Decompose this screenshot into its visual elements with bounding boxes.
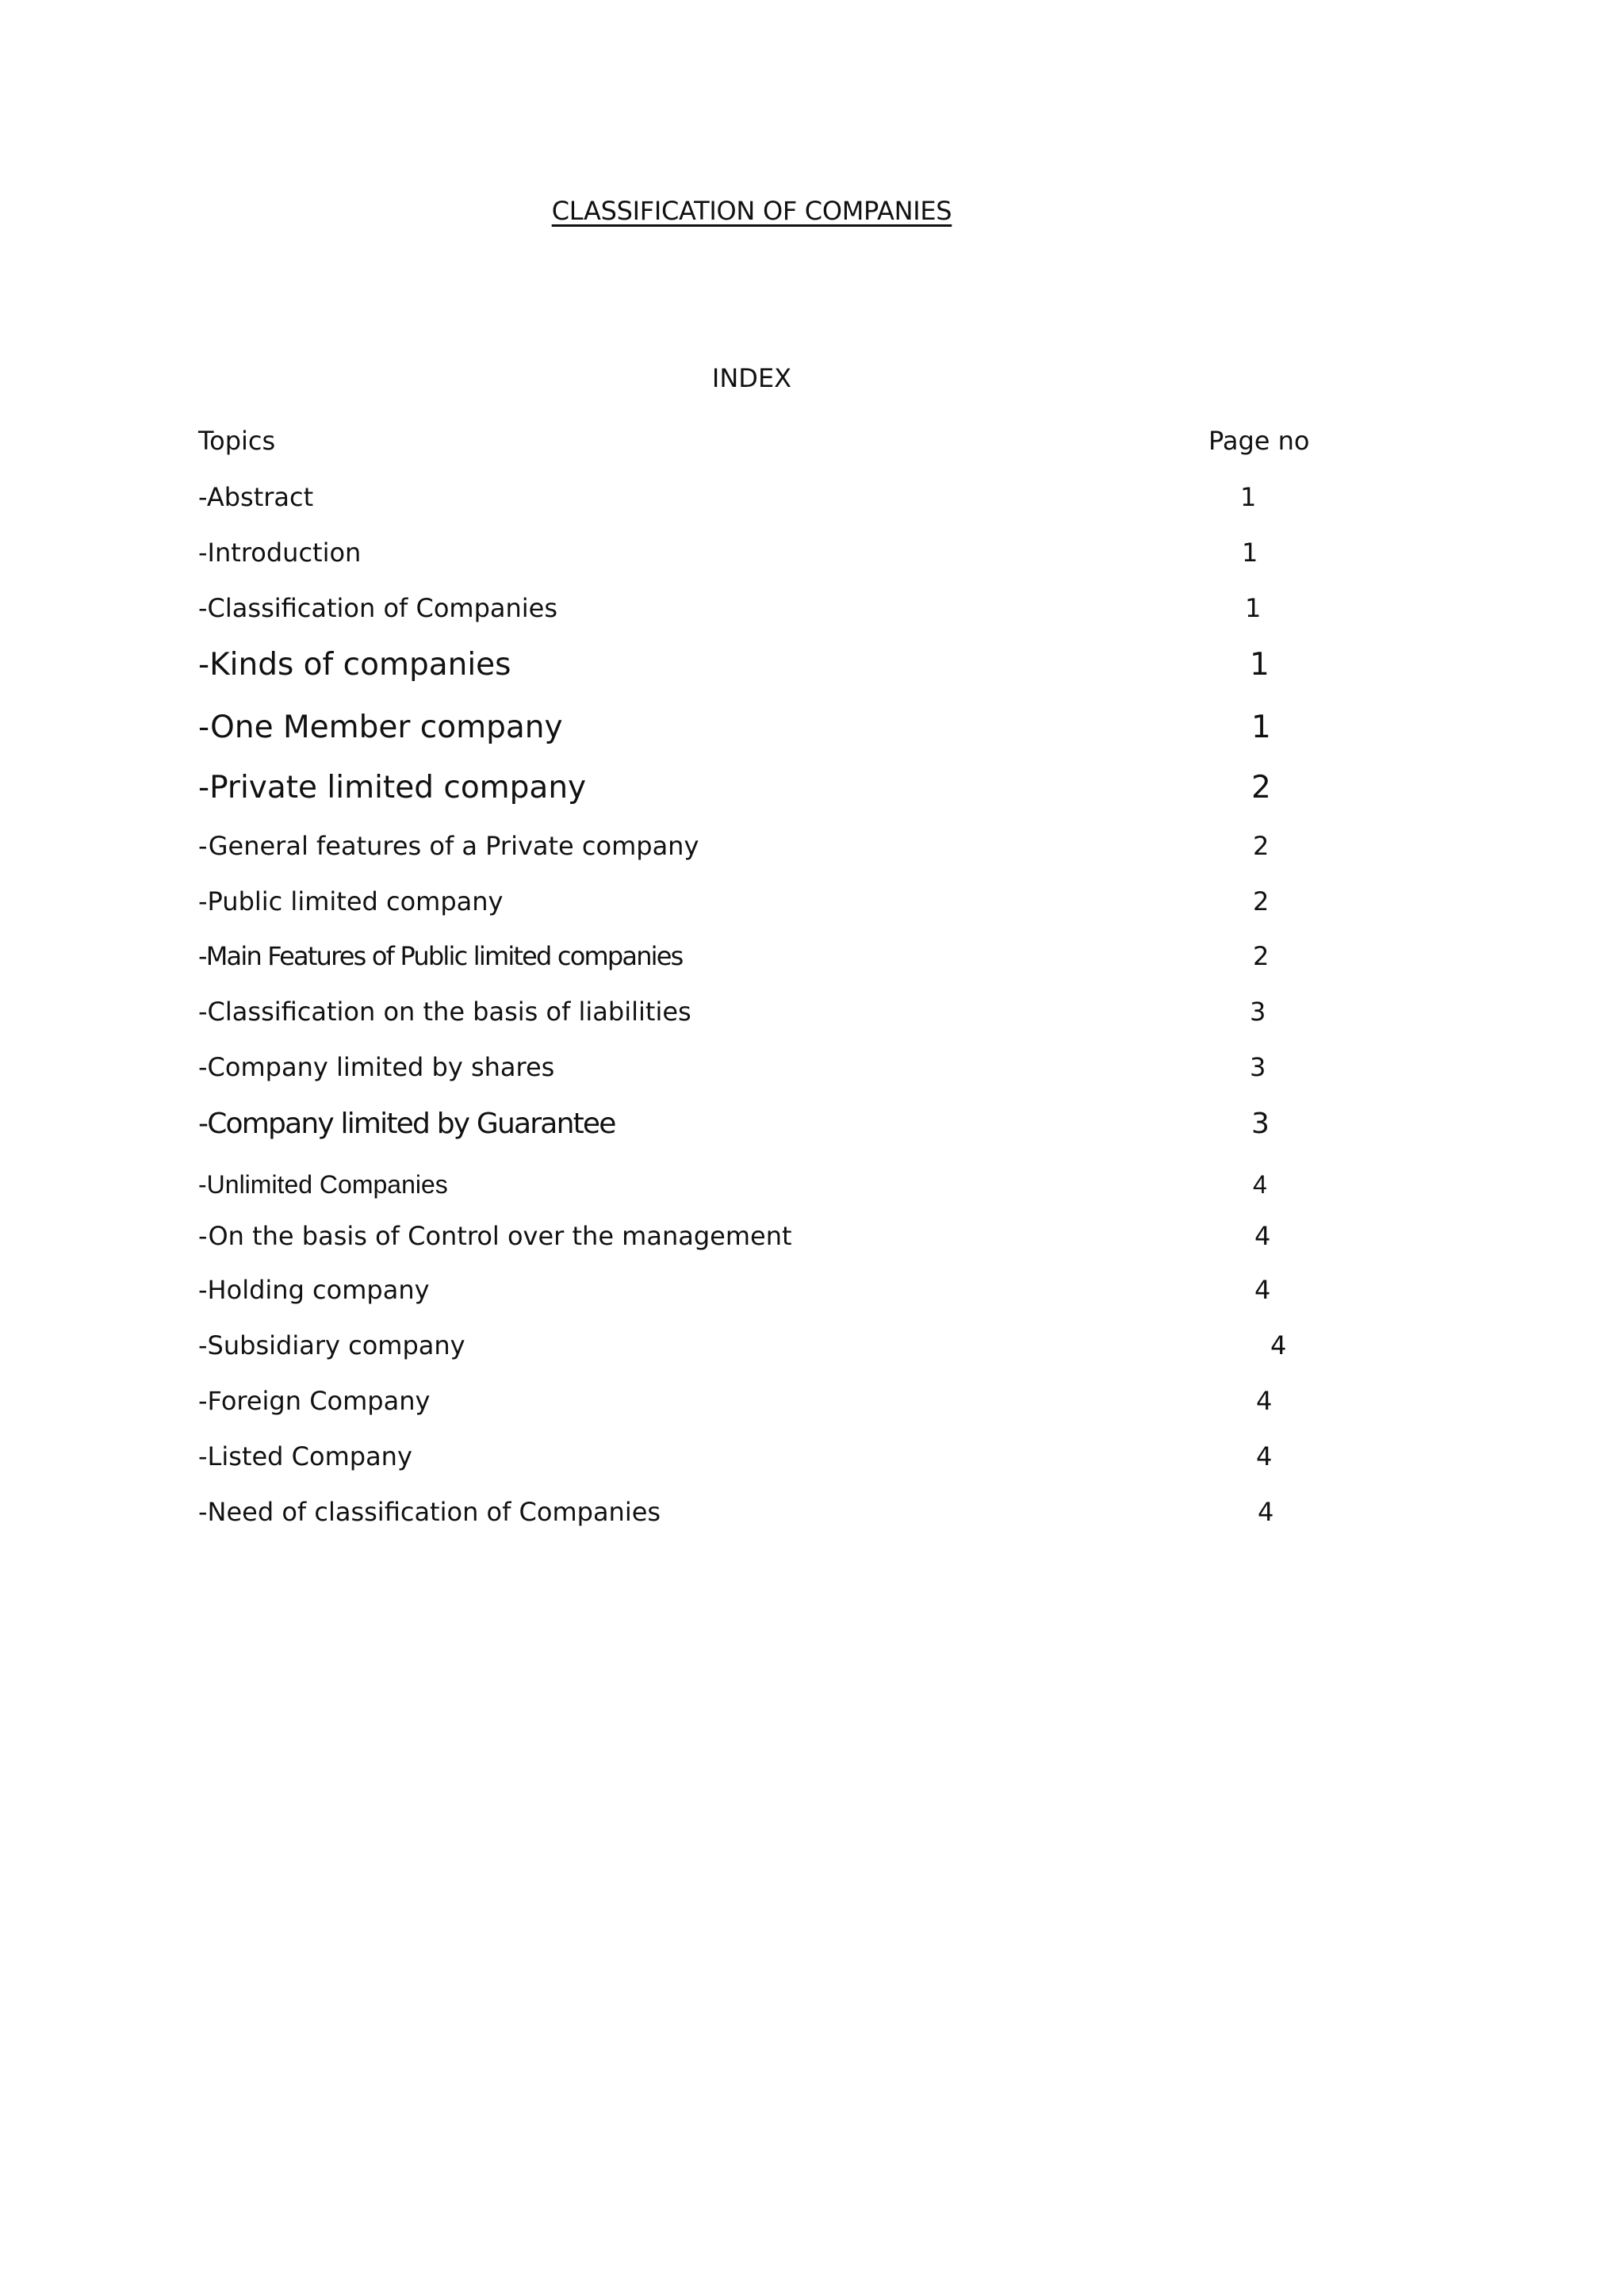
index-topic: -General features of a Private company	[198, 831, 699, 861]
index-topic: -Classification on the basis of liabilities	[198, 997, 691, 1027]
index-page-number: 1	[1242, 538, 1258, 568]
index-row	[198, 1368, 1348, 1416]
index-row	[198, 758, 1348, 806]
index-page-number: 2	[1253, 941, 1270, 971]
index-row	[198, 1093, 1348, 1140]
index-page-number: 1	[1240, 482, 1257, 512]
index-topic: -Unlimited Companies	[198, 1170, 448, 1199]
index-page-number: 4	[1254, 1221, 1271, 1251]
document-title: CLASSIFICATION OF COMPANIES	[551, 196, 952, 226]
index-page-number: 4	[1254, 1275, 1271, 1305]
index-topic: -One Member company	[198, 710, 563, 745]
index-row	[198, 1479, 1348, 1527]
index-page-number: 2	[1253, 831, 1270, 861]
index-row	[198, 1424, 1348, 1471]
index-row	[198, 520, 1348, 568]
index-heading: INDEX	[711, 363, 792, 393]
index-topic: -On the basis of Control over the management	[198, 1221, 792, 1251]
index-topic: -Main Features of Public limited companies	[198, 941, 683, 971]
index-row	[198, 698, 1348, 745]
index-row	[198, 576, 1348, 623]
page-column-header: Page no	[1208, 426, 1310, 456]
index-topic: -Public limited company	[198, 886, 504, 916]
index-page-number: 1	[1250, 647, 1270, 683]
index-topic: -Subsidiary company	[198, 1330, 465, 1360]
index-page-number: 4	[1256, 1441, 1273, 1471]
index-topic: -Kinds of companies	[198, 647, 511, 683]
index-page-number: 4	[1258, 1497, 1274, 1527]
index-topic: -Holding company	[198, 1275, 430, 1305]
index-page-number: 3	[1250, 1052, 1266, 1082]
index-topic: -Company limited by Guarantee	[198, 1108, 615, 1140]
index-row	[198, 1152, 1348, 1200]
index-page-number: 1	[1245, 593, 1262, 623]
index-page-number: 4	[1253, 1170, 1267, 1199]
index-page-number: 1	[1251, 710, 1271, 745]
index-topic: -Classification of Companies	[198, 593, 558, 623]
index-page-number: 4	[1270, 1330, 1287, 1360]
index-row	[198, 979, 1348, 1027]
index-topic: -Abstract	[198, 482, 314, 512]
index-row	[198, 1313, 1348, 1360]
index-topic: -Listed Company	[198, 1441, 412, 1471]
index-topic: -Company limited by shares	[198, 1052, 555, 1082]
index-page-number: 3	[1250, 997, 1266, 1027]
index-row	[198, 813, 1348, 861]
index-topic: -Foreign Company	[198, 1386, 431, 1416]
index-page-number: 2	[1253, 886, 1270, 916]
topics-column-header: Topics	[198, 426, 276, 456]
index-row	[198, 1035, 1348, 1082]
index-row	[198, 924, 1348, 971]
index-topic: -Private limited company	[198, 770, 587, 806]
index-page-number: 4	[1256, 1386, 1273, 1416]
index-row	[198, 1203, 1348, 1251]
index-topic: -Need of classification of Companies	[198, 1497, 661, 1527]
index-row	[198, 869, 1348, 916]
index-header-row	[198, 408, 1348, 456]
index-topic: -Introduction	[198, 538, 362, 568]
index-page-number: 3	[1251, 1108, 1270, 1140]
index-page-number: 2	[1251, 770, 1271, 806]
index-row	[198, 465, 1348, 512]
index-row	[198, 635, 1348, 683]
index-row	[198, 1257, 1348, 1305]
